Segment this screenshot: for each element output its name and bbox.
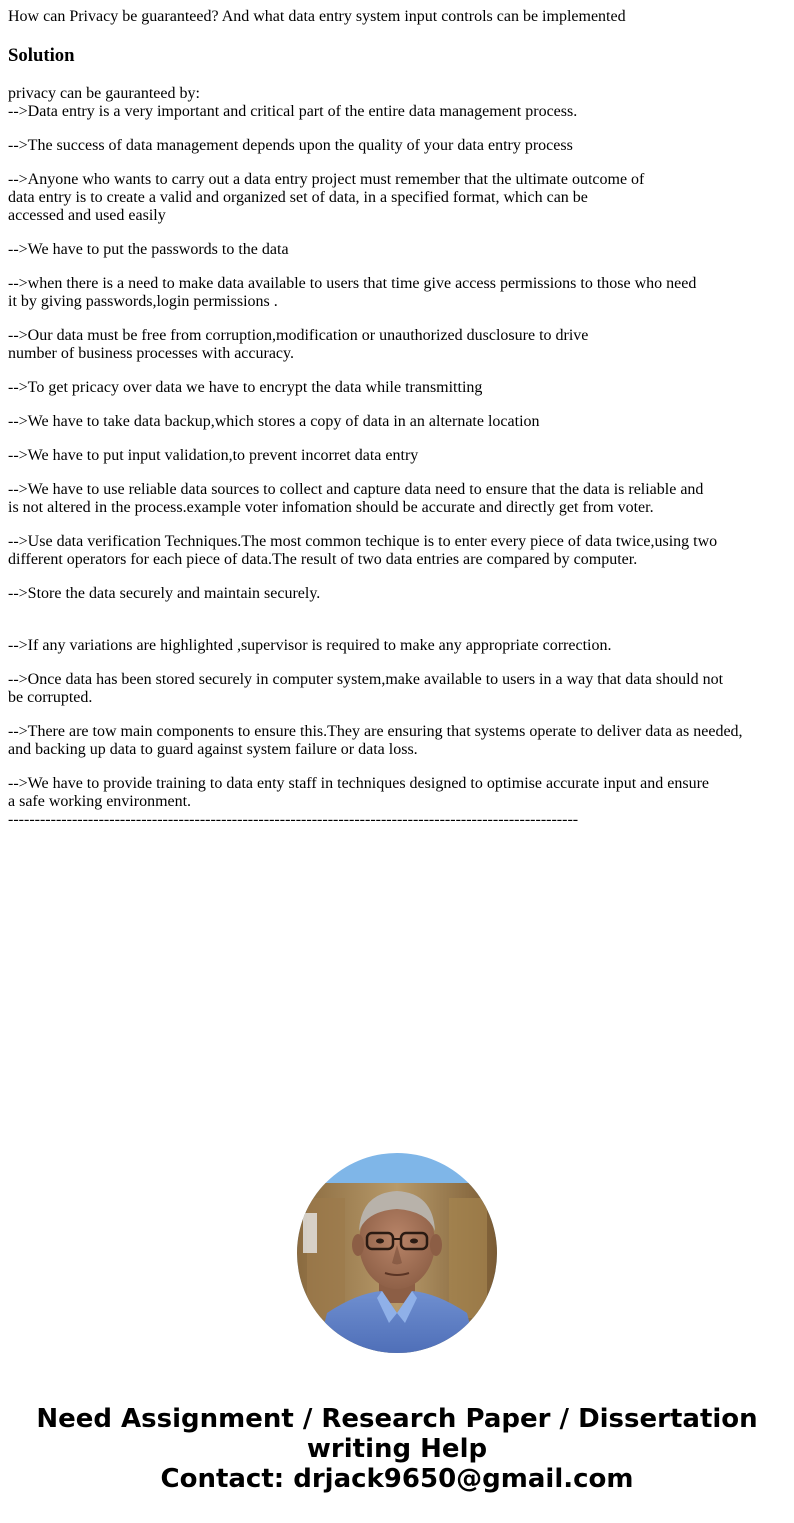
question-text: How can Privacy be guaranteed? And what data entry system input controls can be implemented: [8, 8, 626, 25]
promo-line-2: writing Help: [306, 1434, 488, 1464]
paragraph: -->Use data verification Techniques.The most common techique is to enter every piece of data twice,using two different operators for each piece of data.The result of two data entries are compared by computer.: [8, 533, 718, 568]
document-body: [8, 8, 786, 829]
paragraph: -->when there is a need to make data available to users that time give access permissions to those who need it by giving passwords,login permissions .: [8, 275, 697, 310]
paragraph: -->We have to put the passwords to the data: [8, 241, 289, 258]
paragraph: -->If any variations are highlighted ,supervisor is required to make any appropriate correction.: [8, 637, 612, 654]
paragraph: -->We have to use reliable data sources to collect and capture data need to ensure that the data is reliable and is not altered in the process.example voter infomation should be accurate and directly get from voter.: [8, 481, 704, 516]
paragraph: -->Anyone who wants to carry out a data entry project must remember that the ultimate outcome of data entry is to create a valid and organized set of data, in a specified format, which can be accessed and used easily: [8, 171, 645, 224]
promo-contact: Contact: drjack9650@gmail.com: [160, 1464, 634, 1494]
avatar: [297, 1153, 497, 1353]
paragraph: -->We have to provide training to data enty staff in techniques designed to optimise accurate input and ensure a safe working environment.: [8, 775, 709, 810]
paragraph: -->We have to take data backup,which stores a copy of data in an alternate location: [8, 413, 540, 430]
promo-line-1: Need Assignment / Research Paper / Dissertation: [36, 1404, 758, 1434]
paragraph: -->Store the data securely and maintain securely.: [8, 585, 321, 602]
promo-banner: [0, 1404, 794, 1494]
intro-text: privacy can be gauranteed by:: [8, 85, 200, 102]
paragraph: -->The success of data management depends upon the quality of your data entry process: [8, 137, 573, 154]
paragraph: -->Once data has been stored securely in computer system,make available to users in a way that data should not be corrupted.: [8, 671, 724, 706]
solution-heading: Solution: [8, 45, 75, 66]
paragraph: -->To get pricacy over data we have to encrypt the data while transmitting: [8, 379, 483, 396]
avatar-portrait-icon: [297, 1153, 497, 1353]
solution-paragraphs: [8, 103, 786, 811]
paragraph: -->Data entry is a very important and critical part of the entire data management process.: [8, 103, 578, 120]
paragraph: -->We have to put input validation,to prevent incorret data entry: [8, 447, 419, 464]
dashed-divider: -----------------------------------------------------------------------------------------------------------: [8, 811, 579, 828]
paragraph: -->There are tow main components to ensure this.They are ensuring that systems operate to deliver data as needed, and backing up data to guard against system failure or data loss.: [8, 723, 743, 758]
paragraph: -->Our data must be free from corruption,modification or unauthorized dusclosure to drive number of business processes with accuracy.: [8, 327, 589, 362]
